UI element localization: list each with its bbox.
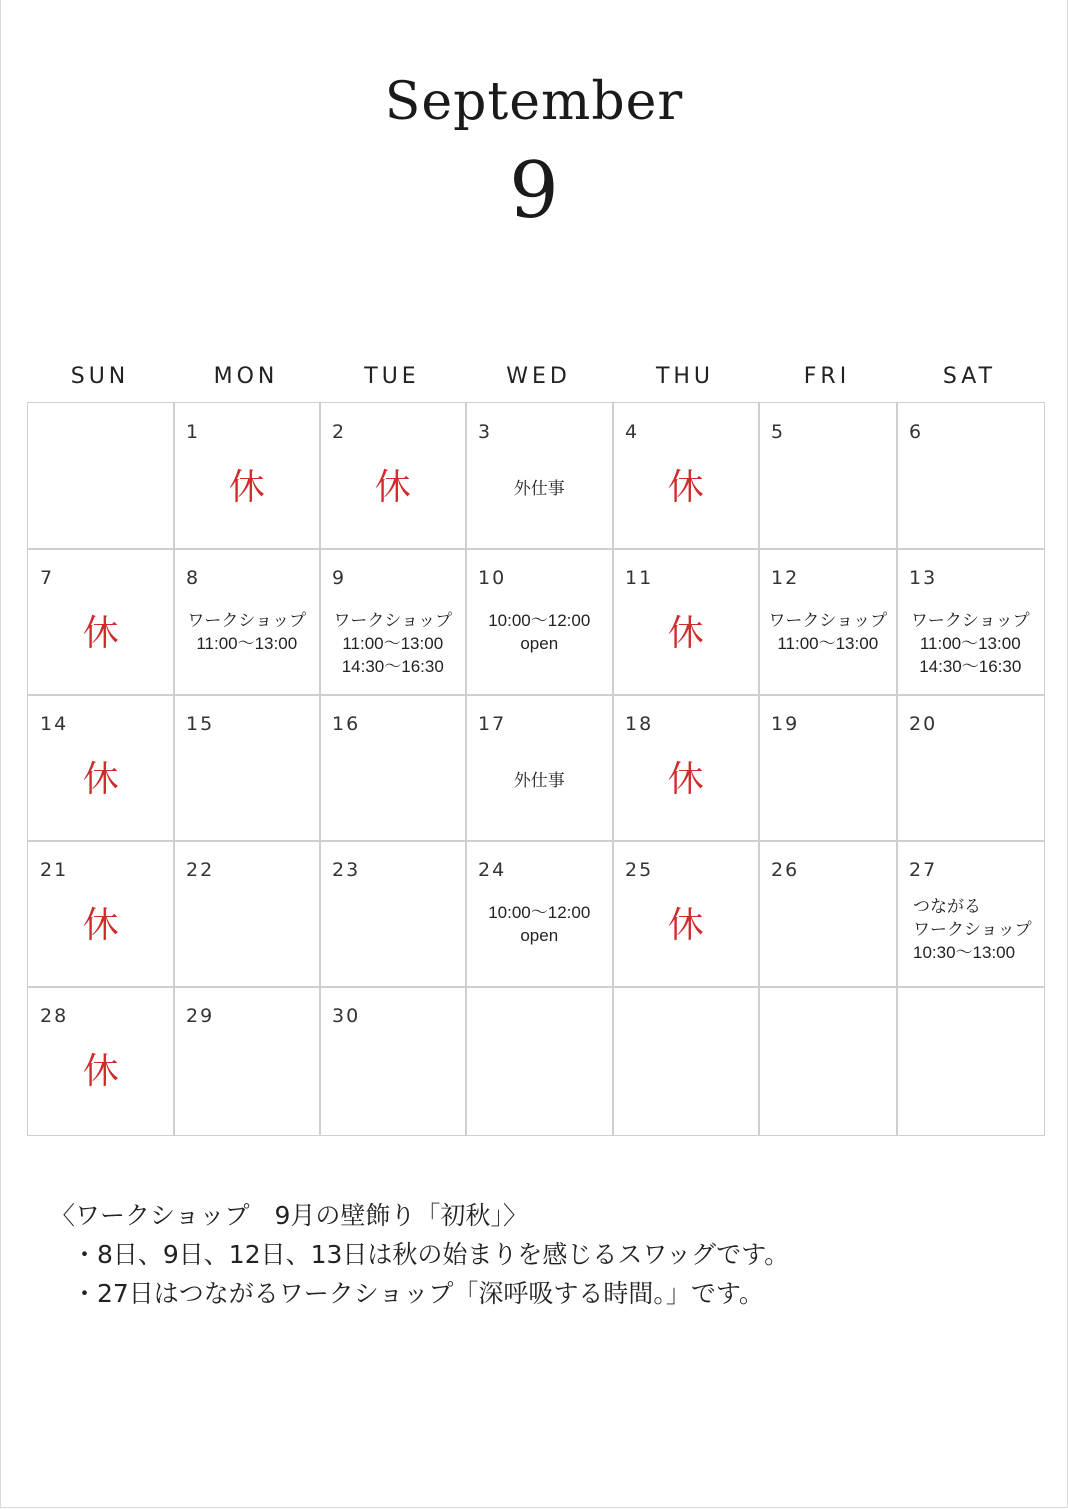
day-cell-8 <box>173 548 321 696</box>
day-number: 12 <box>771 567 800 589</box>
day-note-line: 10:30〜13:00 <box>913 943 1016 962</box>
day-cell-9 <box>319 548 467 696</box>
day-number: 11 <box>625 567 654 589</box>
day-note <box>320 609 466 678</box>
day-cell-5 <box>758 402 898 550</box>
day-number: 27 <box>909 859 938 881</box>
day-note-line: 11:00〜13:00 <box>342 634 444 653</box>
weekday-fri: FRI <box>803 364 851 389</box>
day-number: 19 <box>771 713 800 735</box>
closed-mark: 休 <box>82 759 119 800</box>
day-cell-10 <box>465 548 614 696</box>
closed-mark: 休 <box>667 759 704 800</box>
day-note <box>174 609 320 655</box>
day-cell-22 <box>173 840 321 988</box>
day-number: 9 <box>332 567 347 589</box>
day-cell-14 <box>27 694 175 842</box>
day-cell-20 <box>896 694 1045 842</box>
day-note <box>466 477 613 500</box>
empty-day-cell <box>27 402 175 550</box>
day-cell-4 <box>612 402 760 550</box>
day-number: 10 <box>478 567 507 589</box>
day-number: 4 <box>625 421 640 443</box>
closed-mark: 休 <box>667 905 704 946</box>
day-note-line: 11:00〜13:00 <box>777 634 879 653</box>
day-note-line: ワークショップ <box>910 611 1030 630</box>
day-note-line: open <box>520 926 559 945</box>
day-note-line: 11:00〜13:00 <box>919 634 1021 653</box>
day-number: 29 <box>186 1005 215 1027</box>
day-number: 26 <box>771 859 800 881</box>
day-number: 2 <box>332 421 347 443</box>
day-cell-26 <box>758 840 898 988</box>
day-note-line: 外仕事 <box>513 479 565 498</box>
closed-mark: 休 <box>374 467 411 508</box>
day-note-line: 11:00〜13:00 <box>196 634 298 653</box>
workshop-notes-heading: 〈ワークショップ 9月の壁飾り「初秋」〉 <box>50 1201 528 1230</box>
day-number: 3 <box>478 421 493 443</box>
month-name: September <box>384 72 684 132</box>
day-number: 15 <box>186 713 215 735</box>
day-note-line: 10:00〜12:00 <box>488 903 591 922</box>
day-number: 6 <box>909 421 924 443</box>
day-note-line: ワークショップ <box>913 920 1032 939</box>
weekday-sun: SUN <box>70 364 130 389</box>
day-note-line: 10:00〜12:00 <box>488 611 591 630</box>
empty-day-cell <box>465 986 614 1136</box>
day-cell-27 <box>896 840 1045 988</box>
day-note-line: open <box>520 634 559 653</box>
weekday-header <box>27 364 1043 394</box>
day-cell-17 <box>465 694 614 842</box>
closed-mark: 休 <box>228 467 265 508</box>
closed-mark: 休 <box>667 613 704 654</box>
day-number: 24 <box>478 859 507 881</box>
day-cell-15 <box>173 694 321 842</box>
day-cell-1 <box>173 402 321 550</box>
weekday-sat: SAT <box>942 364 997 389</box>
day-note-line: 外仕事 <box>513 771 565 790</box>
day-note <box>466 901 613 947</box>
day-cell-18 <box>612 694 760 842</box>
day-note <box>759 609 897 655</box>
day-cell-25 <box>612 840 760 988</box>
day-cell-3 <box>465 402 614 550</box>
day-cell-21 <box>27 840 175 988</box>
day-number: 16 <box>332 713 361 735</box>
day-cell-16 <box>319 694 467 842</box>
day-cell-24 <box>465 840 614 988</box>
day-cell-23 <box>319 840 467 988</box>
closed-mark: 休 <box>82 905 119 946</box>
day-number: 18 <box>625 713 654 735</box>
day-note <box>466 769 613 792</box>
day-note-line: ワークショップ <box>187 611 307 630</box>
day-number: 1 <box>186 421 201 443</box>
month-number: 9 <box>509 146 559 236</box>
day-cell-30 <box>319 986 467 1136</box>
day-cell-2 <box>319 402 467 550</box>
day-note-line: 14:30〜16:30 <box>919 657 1022 676</box>
day-cell-29 <box>173 986 321 1136</box>
day-number: 30 <box>332 1005 361 1027</box>
day-note-line: ワークショップ <box>768 611 888 630</box>
day-number: 28 <box>40 1005 69 1027</box>
day-cell-6 <box>896 402 1045 550</box>
day-cell-28 <box>27 986 175 1136</box>
day-note <box>913 895 1032 964</box>
day-number: 23 <box>332 859 361 881</box>
weekday-thu: THU <box>655 364 715 389</box>
weekday-tue: TUE <box>364 364 420 389</box>
empty-day-cell <box>896 986 1045 1136</box>
day-cell-19 <box>758 694 898 842</box>
closed-mark: 休 <box>82 1051 119 1092</box>
day-number: 5 <box>771 421 786 443</box>
closed-mark: 休 <box>82 613 119 654</box>
workshop-note-line: ・8日、9日、12日、13日は秋の始まりを感じるスワッグです。 <box>72 1240 790 1269</box>
day-cell-12 <box>758 548 898 696</box>
day-number: 25 <box>625 859 654 881</box>
day-cell-13 <box>896 548 1045 696</box>
empty-day-cell <box>758 986 898 1136</box>
workshop-notes <box>50 1196 789 1313</box>
day-number: 7 <box>40 567 55 589</box>
day-note <box>897 609 1044 678</box>
day-note-line: 14:30〜16:30 <box>341 657 444 676</box>
day-number: 20 <box>909 713 938 735</box>
day-note-line: ワークショップ <box>333 611 453 630</box>
closed-mark: 休 <box>667 467 704 508</box>
weekday-mon: MON <box>213 364 279 389</box>
calendar-grid <box>27 402 1043 1134</box>
day-number: 13 <box>909 567 938 589</box>
day-note <box>466 609 613 655</box>
weekday-wed: WED <box>506 364 571 389</box>
day-number: 8 <box>186 567 201 589</box>
day-cell-7 <box>27 548 175 696</box>
workshop-note-line: ・27日はつながるワークショップ「深呼吸する時間。」です。 <box>72 1279 764 1308</box>
day-note-line: つながる <box>913 897 981 916</box>
day-number: 21 <box>40 859 69 881</box>
day-number: 14 <box>40 713 69 735</box>
day-number: 17 <box>478 713 507 735</box>
day-cell-11 <box>612 548 760 696</box>
empty-day-cell <box>612 986 760 1136</box>
day-number: 22 <box>186 859 215 881</box>
